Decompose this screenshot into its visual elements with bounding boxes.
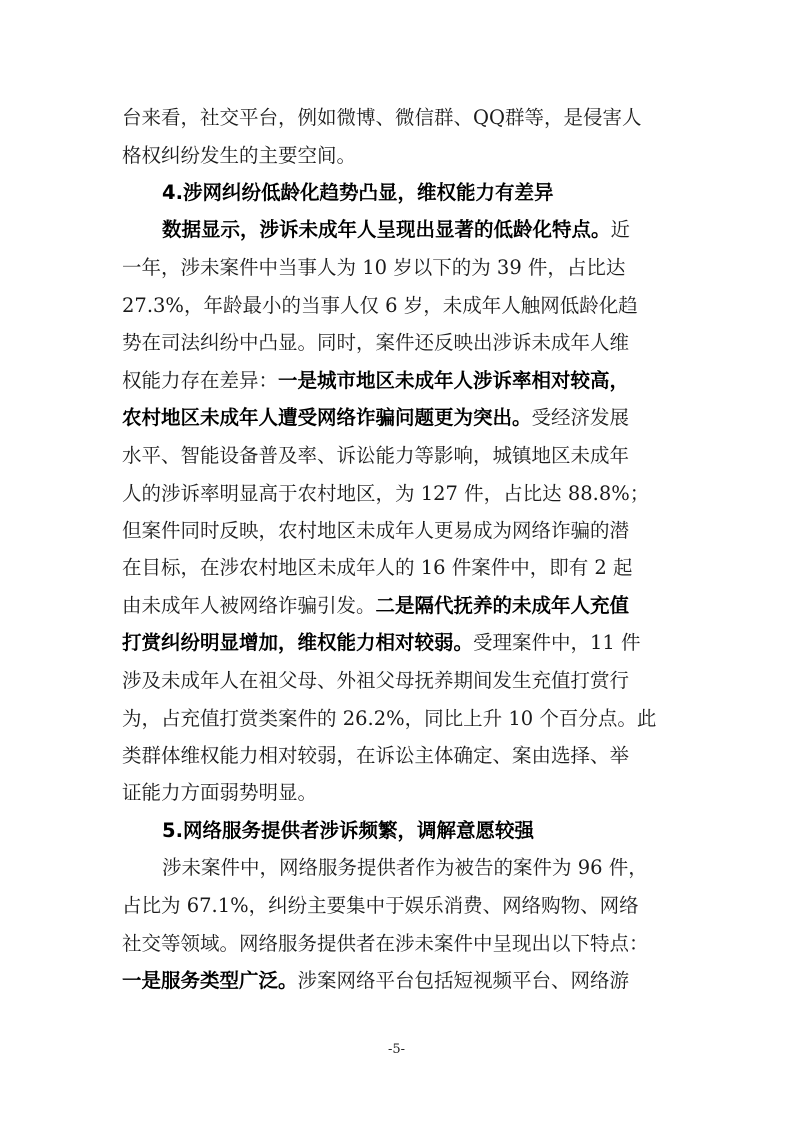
text-segment: 人的涉诉率明显高于农村地区，为 127 件，占比达 88.8%； [122,482,650,505]
bold-segment: 一是城市地区未成年人涉诉率相对较高， [278,369,630,392]
text-segment: 在目标，在涉农村地区未成年人的 16 件案件中，即有 2 起 [122,556,633,579]
text-segment: 社交等领域。网络服务提供者在涉未案件中呈现出以下特点： [122,932,649,955]
text-segment: 为，占充值打赏类案件的 26.2%，同比上升 10 个百分点。此 [122,707,657,730]
text-line [0,777,793,809]
text-line [0,252,793,284]
text-line [0,665,793,697]
text-line [0,890,793,922]
text-line [0,214,793,246]
bold-segment: 一是服务类型广泛。 [122,969,298,992]
text-segment: 类群体维权能力相对较弱，在诉讼主体确定、案由选择、举 [122,744,630,767]
bold-segment: 二是隔代抚养的未成年人充值 [375,594,630,617]
text-line [0,740,793,772]
section-heading [0,815,793,847]
text-segment: 涉案网络平台包括短视频平台、网络游 [297,969,630,992]
text-line [0,365,793,397]
heading-text: 5.网络服务提供者涉诉频繁，调解意愿较强 [162,819,534,842]
text-line [0,102,793,134]
text-line [0,402,793,434]
bold-segment: 农村地区未成年人遭受网络诈骗问题更为突出。 [122,406,532,429]
text-segment: 涉及未成年人在祖父母、外祖父母抚养期间发生充值打赏行 [122,669,630,692]
text-line [0,552,793,584]
bold-segment: 数据显示，涉诉未成年人呈现出显著的低龄化特点。 [162,218,611,241]
page-number: -5- [387,1042,406,1057]
text-line [0,515,793,547]
text-segment: 但案件同时反映，农村地区未成年人更易成为网络诈骗的潜 [122,519,630,542]
text-line [0,590,793,622]
text-segment: 受经济发展 [531,406,630,429]
text-line [0,965,793,997]
text-segment: 一年，涉未案件中当事人为 10 岁以下的为 39 件，占比达 [122,256,626,279]
text-segment: 占比为 67.1%，纠纷主要集中于娱乐消费、网络购物、网络 [122,894,639,917]
text-segment: 近 [610,218,631,241]
text-segment: 由未成年人被网络诈骗引发。 [122,594,376,617]
text-segment: 涉未案件中，网络服务提供者作为被告的案件为 96 件， [162,856,648,879]
text-segment: 27.3%，年龄最小的当事人仅 6 岁，未成年人触网低龄化趋 [122,294,638,317]
bold-segment: 打赏纠纷明显增加，维权能力相对较弱。 [122,631,474,654]
text-segment: 水平、智能设备普及率、诉讼能力等影响，城镇地区未成年 [122,444,630,467]
section-heading [0,177,793,209]
text-line [0,703,793,735]
heading-text: 4.涉网纠纷低龄化趋势凸显，维权能力有差异 [162,181,554,204]
text-line [0,627,793,659]
text-line [0,852,793,884]
text-line [0,440,793,472]
text-line [0,290,793,322]
text-line [0,478,793,510]
text-line [0,928,793,960]
text-line [0,327,793,359]
text-segment: 权能力存在差异： [122,369,279,392]
text-segment: 证能力方面弱势明显。 [122,781,318,804]
text-segment: 受理案件中，11 件 [473,631,641,654]
text-segment: 势在司法纠纷中凸显。同时，案件还反映出涉诉未成年人维 [122,331,630,354]
text-segment: 格权纠纷发生的主要空间。 [122,144,357,167]
text-line [0,140,793,172]
text-segment: 台来看，社交平台，例如微博、微信群、QQ群等，是侵害人 [122,106,642,129]
